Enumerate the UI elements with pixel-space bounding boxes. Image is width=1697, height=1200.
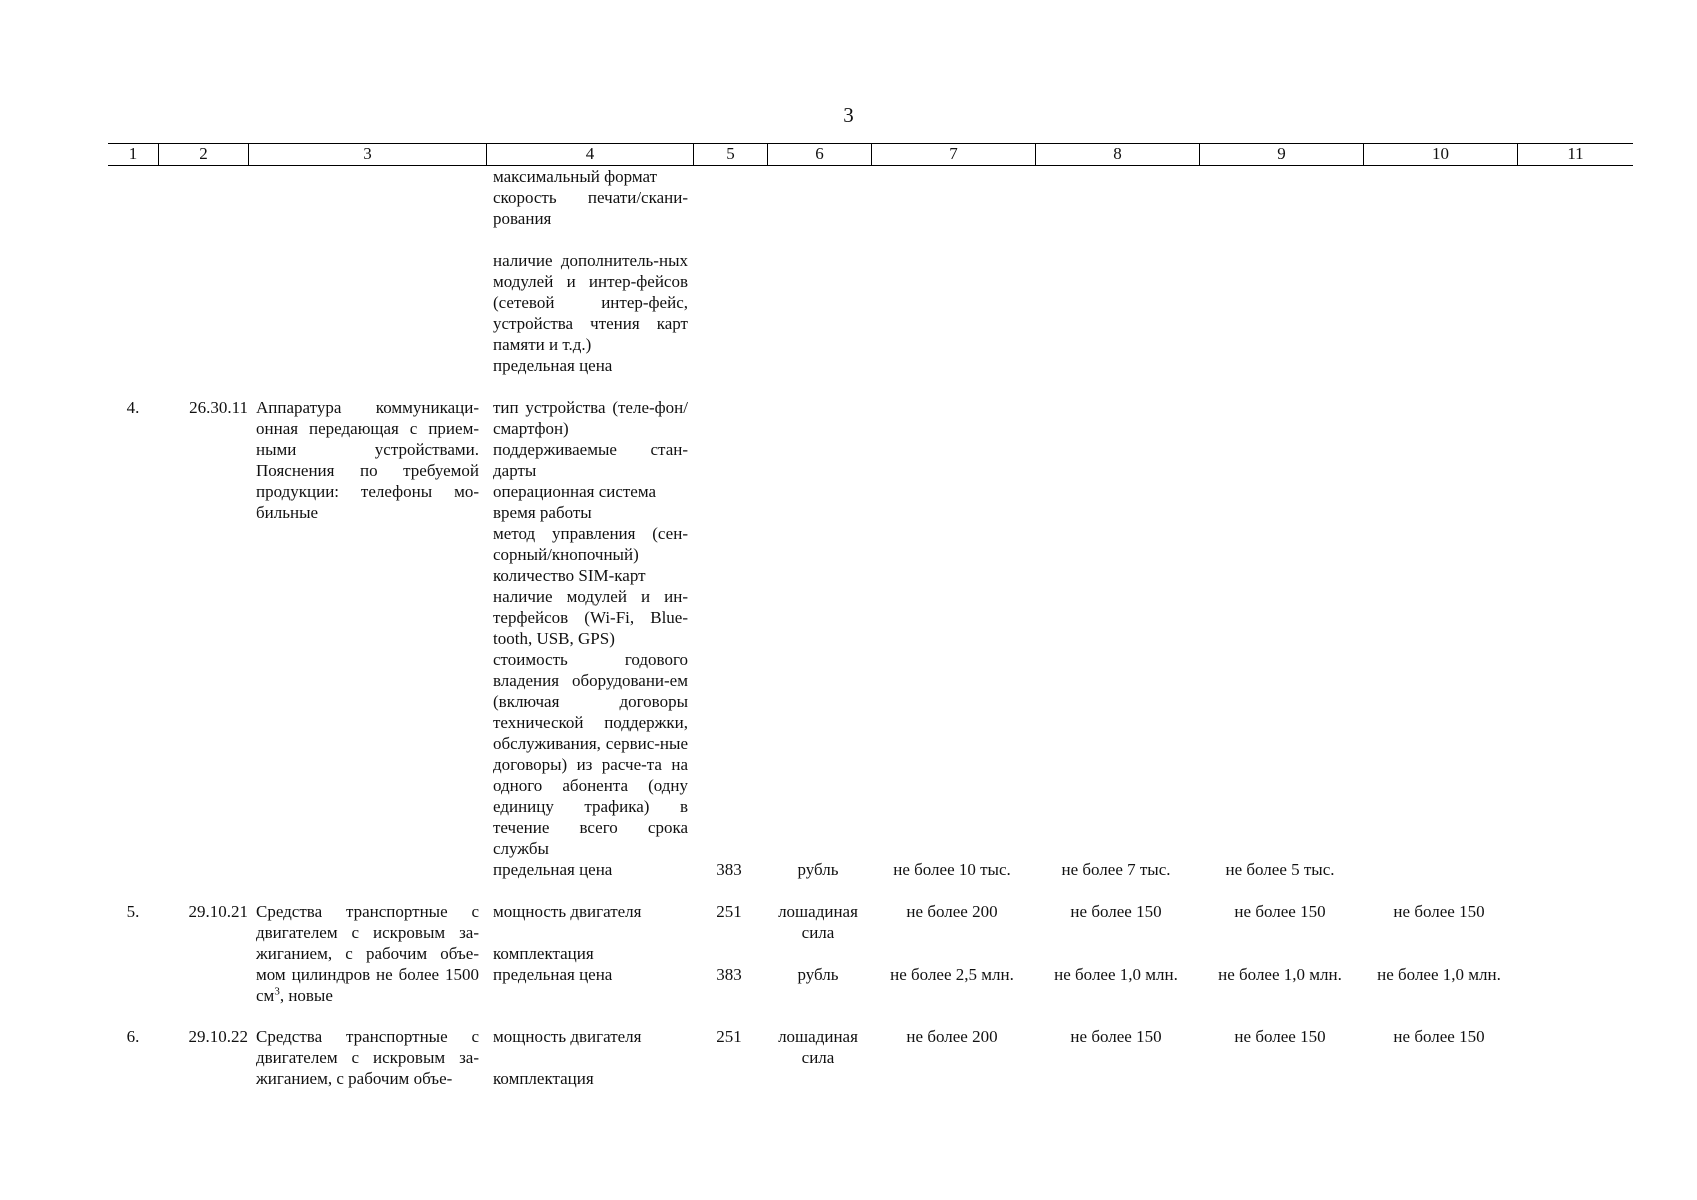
value-cell: не более 1,0 млн. (1218, 965, 1342, 984)
characteristic-cell: тип устройства (теле-фон/смартфон) (493, 398, 688, 438)
value-cell: не более 1,0 млн. (1377, 965, 1501, 984)
unit-name: лошадиная сила (778, 902, 858, 942)
value-cell: не более 150 (1393, 902, 1485, 921)
column-header: 2 (159, 144, 249, 165)
characteristic-cell: операционная система (493, 482, 657, 501)
value-cell: не более 200 (906, 902, 998, 921)
table-header (108, 143, 1633, 166)
characteristic-cell: мощность двигателя (493, 1027, 642, 1046)
value-cell: не более 150 (1070, 902, 1162, 921)
value-cell: не более 150 (1070, 1027, 1162, 1046)
column-header: 4 (487, 144, 694, 165)
column-header: 11 (1567, 144, 1584, 163)
characteristic-cell: скорость печати/скани-рования (493, 188, 688, 228)
value-cell: не более 5 тыс. (1225, 860, 1335, 879)
characteristic-cell: метод управления (сен-сорный/кнопочный) (493, 524, 688, 564)
okpd-code: 26.30.11 (189, 398, 248, 417)
unit-name: рубль (797, 860, 839, 879)
characteristic-cell: предельная цена (493, 965, 613, 984)
characteristic-cell: стоимость годового владения оборудовани-ем (включая договоры технической поддержки, обслуживания, сервис-ные договоры) из расче-та на одного абонента (одну единицу трафика) в течение всего срока службы (493, 650, 688, 858)
characteristic-cell: количество SIM-карт (493, 566, 646, 585)
value-cell: не более 1,0 млн. (1054, 965, 1178, 984)
column-header: 8 (1036, 144, 1200, 165)
okei-code: 251 (716, 902, 742, 921)
characteristic-cell: поддерживаемые стан-дарты (493, 440, 688, 480)
value-cell: не более 150 (1393, 1027, 1485, 1046)
value-cell: не более 150 (1234, 902, 1326, 921)
okei-code: 383 (716, 965, 742, 984)
row-number: 4. (126, 398, 140, 417)
column-header: 6 (768, 144, 872, 165)
product-name: Средства транспортные с двигателем с искровым за-жиганием, с рабочим объе-мом цилиндров не более 1500 $см^3$, новые (256, 902, 479, 1005)
value-cell: не более 7 тыс. (1061, 860, 1171, 879)
unit-name: рубль (797, 965, 839, 984)
unit-name: лошадиная сила (778, 1027, 858, 1067)
column-header: 3 (249, 144, 487, 165)
product-name: Средства транспортные с двигателем с искровым за-жиганием, с рабочим объе- (256, 1027, 479, 1088)
column-header: 10 (1364, 144, 1518, 165)
characteristic-cell: мощность двигателя (493, 902, 642, 921)
column-header: 1 (108, 144, 159, 165)
characteristic-cell: максимальный формат (493, 167, 658, 186)
page-number: 3 (843, 103, 854, 127)
okei-code: 383 (716, 860, 742, 879)
value-cell: не более 200 (906, 1027, 998, 1046)
okei-code: 251 (716, 1027, 742, 1046)
value-cell: не более 10 тыс. (893, 860, 1011, 879)
characteristic-cell: наличие дополнитель-ных модулей и интер-фейсов (сетевой интер-фейс, устройства чтения карт памяти и т.д.) (493, 251, 688, 354)
characteristic-cell: наличие модулей и ин-терфейсов (Wi-Fi, Blue-tooth, USB, GPS) (493, 587, 688, 648)
value-cell: не более 2,5 млн. (890, 965, 1014, 984)
product-name: Аппаратура коммуникаци-онная передающая с прием-ными устройствами. Пояснения по требуемой продукции: телефоны мо-бильные (256, 398, 479, 522)
characteristic-cell: предельная цена (493, 356, 613, 375)
characteristic-cell: предельная цена (493, 860, 613, 879)
row-number: 5. (126, 902, 140, 921)
column-header: 5 (694, 144, 768, 165)
column-header: 9 (1200, 144, 1364, 165)
characteristic-cell: комплектация (493, 944, 594, 963)
value-cell: не более 150 (1234, 1027, 1326, 1046)
characteristic-cell: комплектация (493, 1069, 594, 1088)
okpd-code: 29.10.22 (188, 1027, 248, 1046)
characteristic-cell: время работы (493, 503, 592, 522)
row-number: 6. (126, 1027, 140, 1046)
column-header: 7 (872, 144, 1036, 165)
okpd-code: 29.10.21 (188, 902, 248, 921)
